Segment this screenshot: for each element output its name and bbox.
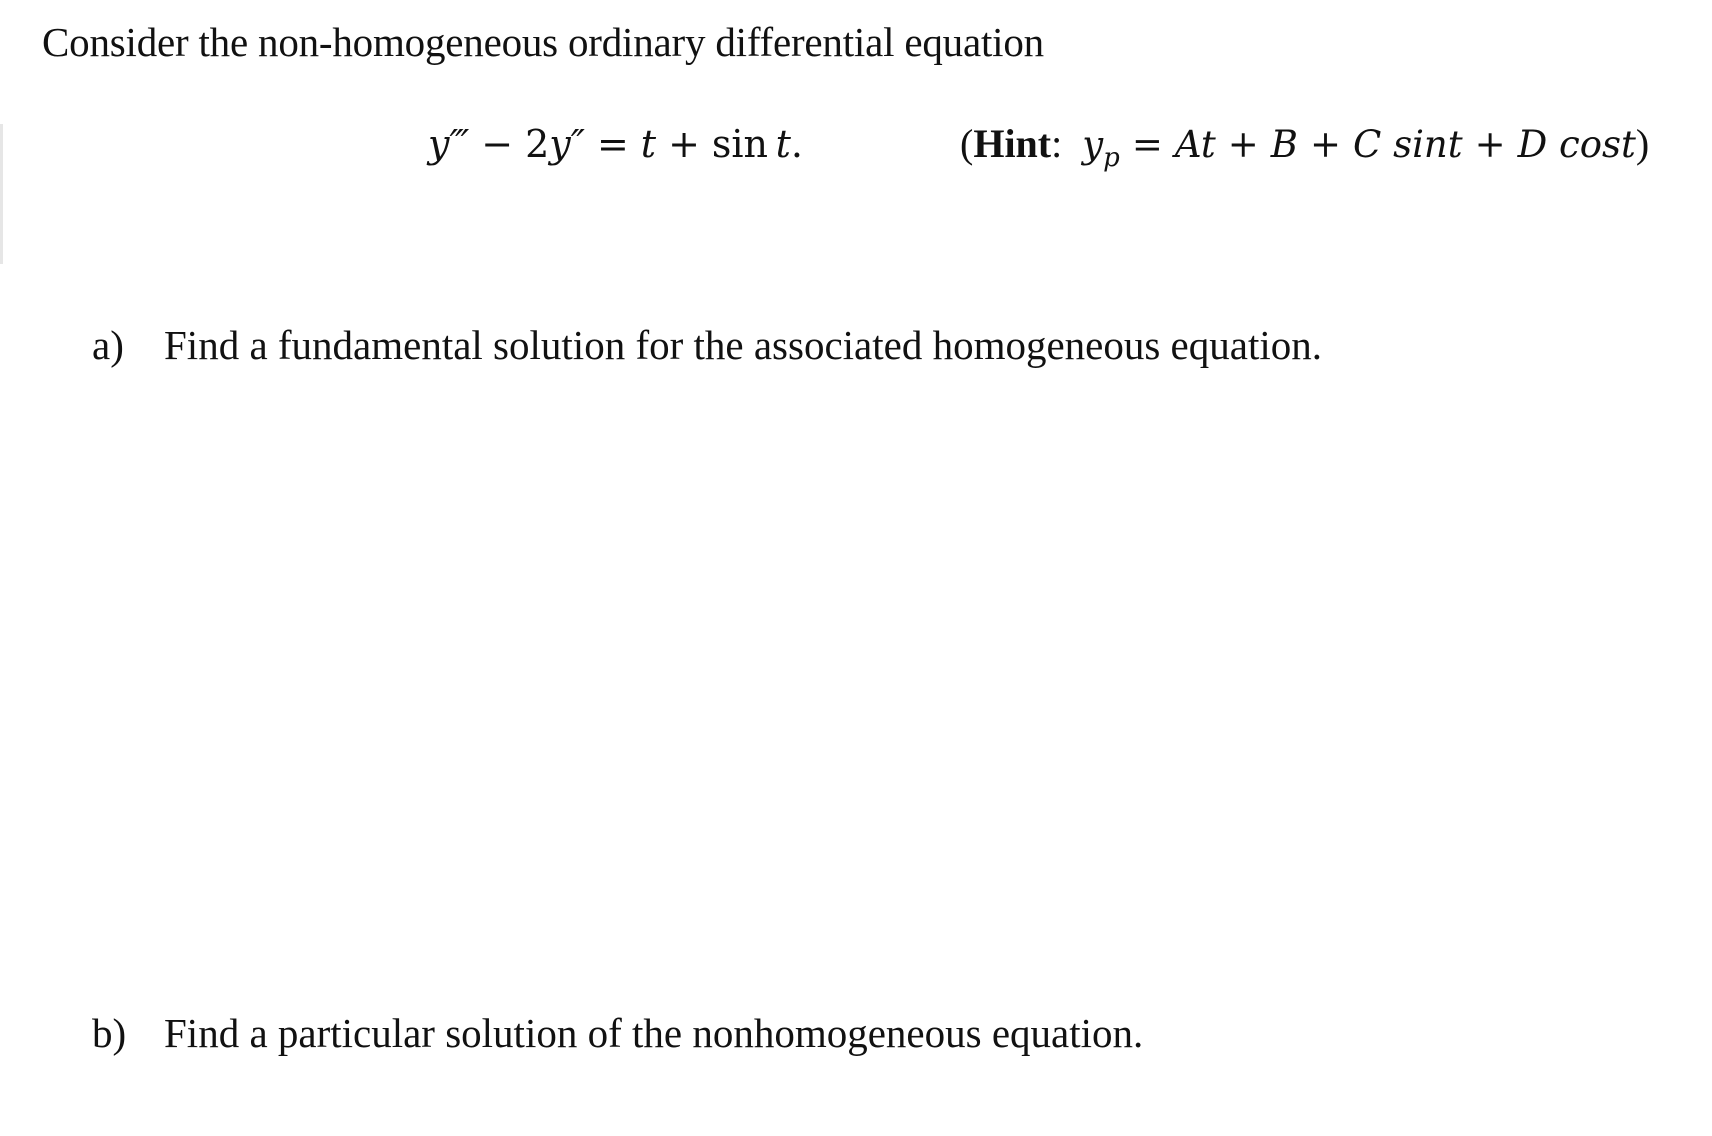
eq-plus: + xyxy=(668,122,700,166)
eq-equals: = xyxy=(596,122,629,166)
hint-formula xyxy=(1082,123,1636,173)
hint-plus-1: + xyxy=(1227,123,1259,166)
eq-minus: − xyxy=(481,122,514,166)
differential-equation xyxy=(428,112,803,176)
hint-subscript: p xyxy=(1103,143,1120,173)
question-a xyxy=(92,317,1322,373)
hint-plus-2: + xyxy=(1310,123,1342,166)
hint-plus-3: + xyxy=(1474,123,1506,166)
eq-coefficient: 2 xyxy=(525,122,550,166)
question-a-text: Find a fundamental solution for the associated homogeneous equation. xyxy=(164,322,1322,368)
hint-y: y xyxy=(1082,123,1104,166)
equation-row xyxy=(0,112,1712,176)
question-a-label: a) xyxy=(92,322,124,368)
eq-rhs-t2: t xyxy=(775,122,791,166)
intro-text: Consider the non-homogeneous ordinary differential equation xyxy=(42,19,1044,65)
question-b xyxy=(92,1005,1143,1061)
hint-colon: : xyxy=(1051,121,1063,166)
eq-rhs-t: t xyxy=(640,122,657,166)
hint-equals: = xyxy=(1131,123,1163,166)
hint-label: Hint xyxy=(973,121,1052,166)
hint-term-b: B xyxy=(1270,123,1298,166)
question-b-label: b) xyxy=(92,1010,127,1056)
hint xyxy=(960,112,1649,190)
question-b-text: Find a particular solution of the nonhomogeneous equation. xyxy=(164,1010,1144,1056)
hint-term-d-cost: D cost xyxy=(1517,123,1636,166)
hint-term-at: At xyxy=(1174,123,1216,166)
eq-period: . xyxy=(790,122,804,166)
eq-sin: sin xyxy=(711,122,769,166)
hint-open-paren: ( xyxy=(960,121,974,166)
hint-term-c-sint: C sint xyxy=(1353,123,1463,166)
hint-close-paren: ) xyxy=(1635,121,1650,166)
eq-y-double-prime: y″ xyxy=(549,122,585,166)
eq-y-triple-prime: y‴ xyxy=(428,122,470,166)
